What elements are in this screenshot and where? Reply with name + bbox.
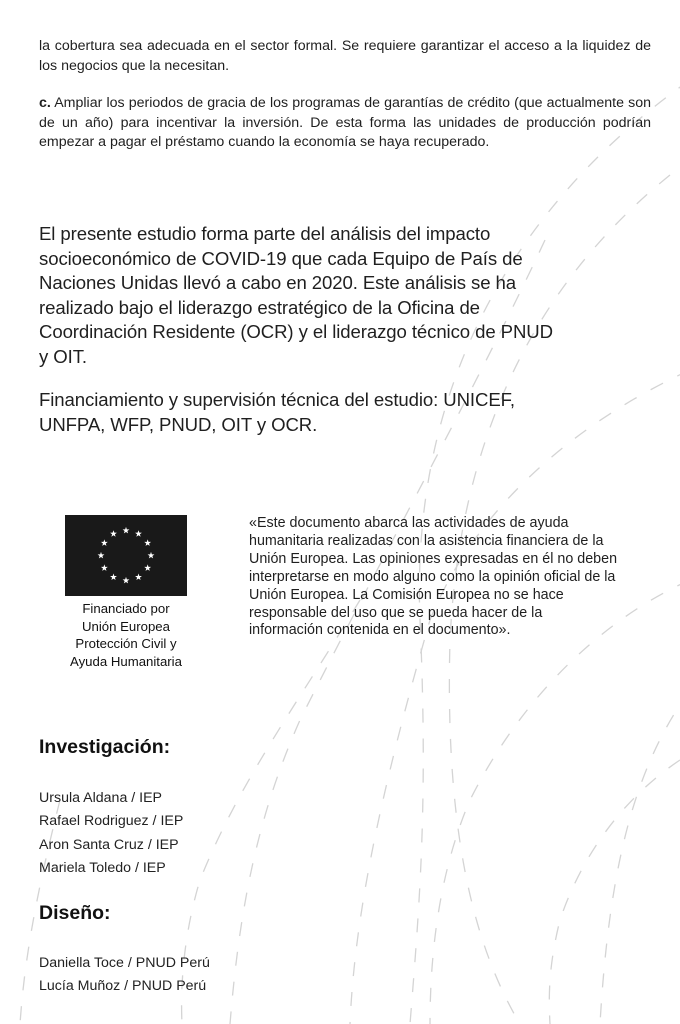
eu-star-icon xyxy=(144,564,151,571)
top-paragraph: la cobertura sea adecuada en el sector formal. Se requiere garantizar el acceso a la liquidez de los negocios que la necesitan. xyxy=(39,38,651,74)
eu-star-icon xyxy=(148,552,155,559)
eu-star-icon xyxy=(101,564,108,571)
eu-star-icon xyxy=(135,530,142,537)
dashed-arc xyxy=(600,690,680,1024)
credit-item: Mariela Toledo / IEP xyxy=(39,859,166,876)
eu-star-icon xyxy=(101,539,108,546)
item-c-text: Ampliar los periodos de gracia de los programas de garantías de crédito (que actualmente son de un año) para incentivar la inversión. De esta forma las unidades de producción podrían empezar a pagar el préstamo cuando la economía se haya recuperado. xyxy=(39,95,651,150)
eu-flag-icon xyxy=(65,515,187,596)
item-c-paragraph xyxy=(39,94,651,153)
research-credits xyxy=(39,787,183,880)
eu-caption-line: Unión Europea xyxy=(82,618,170,634)
dashed-arc xyxy=(549,760,680,1024)
credit-item: Aron Santa Cruz / IEP xyxy=(39,836,179,853)
design-credits xyxy=(39,952,210,999)
credit-item: Rafael Rodriguez / IEP xyxy=(39,813,184,830)
eu-stars-icon xyxy=(65,515,187,596)
eu-star-icon xyxy=(123,527,130,534)
eu-star-icon xyxy=(144,539,151,546)
eu-star-icon xyxy=(98,552,105,559)
design-heading: Diseño: xyxy=(39,902,111,924)
dashed-arc xyxy=(350,370,680,1024)
eu-caption-line: Financiado por xyxy=(82,601,170,616)
eu-logo-caption xyxy=(58,600,194,670)
eu-caption-line: Ayuda Humanitaria xyxy=(70,653,182,669)
eu-caption-line: Protección Civil y xyxy=(75,636,177,651)
eu-disclaimer: «Este documento abarca las actividades de ayuda humanitaria realizadas con la asistencia financiera de la Unión Europea. Las opiniones expresadas en él no deben interpretarse en modo alguno como la opinión oficial de la Unión Europea. La Comisión Europea no se hace responsable del uso que se pueda hacer de la información contenida en el documento». xyxy=(249,515,618,639)
eu-star-icon xyxy=(123,577,130,584)
item-c-label: c. xyxy=(39,95,51,111)
credit-item: Daniella Toce / PNUD Perú xyxy=(39,955,210,971)
dashed-arc xyxy=(430,580,680,1024)
financing-paragraph: Financiamiento y supervisión técnica del estudio: UNICEF, UNFPA, WFP, PNUD, OIT y OCR. xyxy=(39,389,515,435)
eu-star-icon xyxy=(110,530,117,537)
credit-item: Ursula Aldana / IEP xyxy=(39,790,163,806)
eu-star-icon xyxy=(110,574,117,581)
study-paragraph: El presente estudio forma parte del análisis del impacto socioeconómico de COVID-19 que cada Equipo de País de Naciones Unidas llevó a cabo en 2020. Este análisis se ha realizado bajo el liderazgo estratégico de la Oficina de Coordinación Residente (OCR) y el liderazgo técnico de PNUD y OIT. xyxy=(39,223,553,367)
credit-item: Lucía Muñoz / PNUD Perú xyxy=(39,978,207,995)
research-heading: Investigación: xyxy=(39,736,171,758)
eu-star-icon xyxy=(135,574,142,581)
